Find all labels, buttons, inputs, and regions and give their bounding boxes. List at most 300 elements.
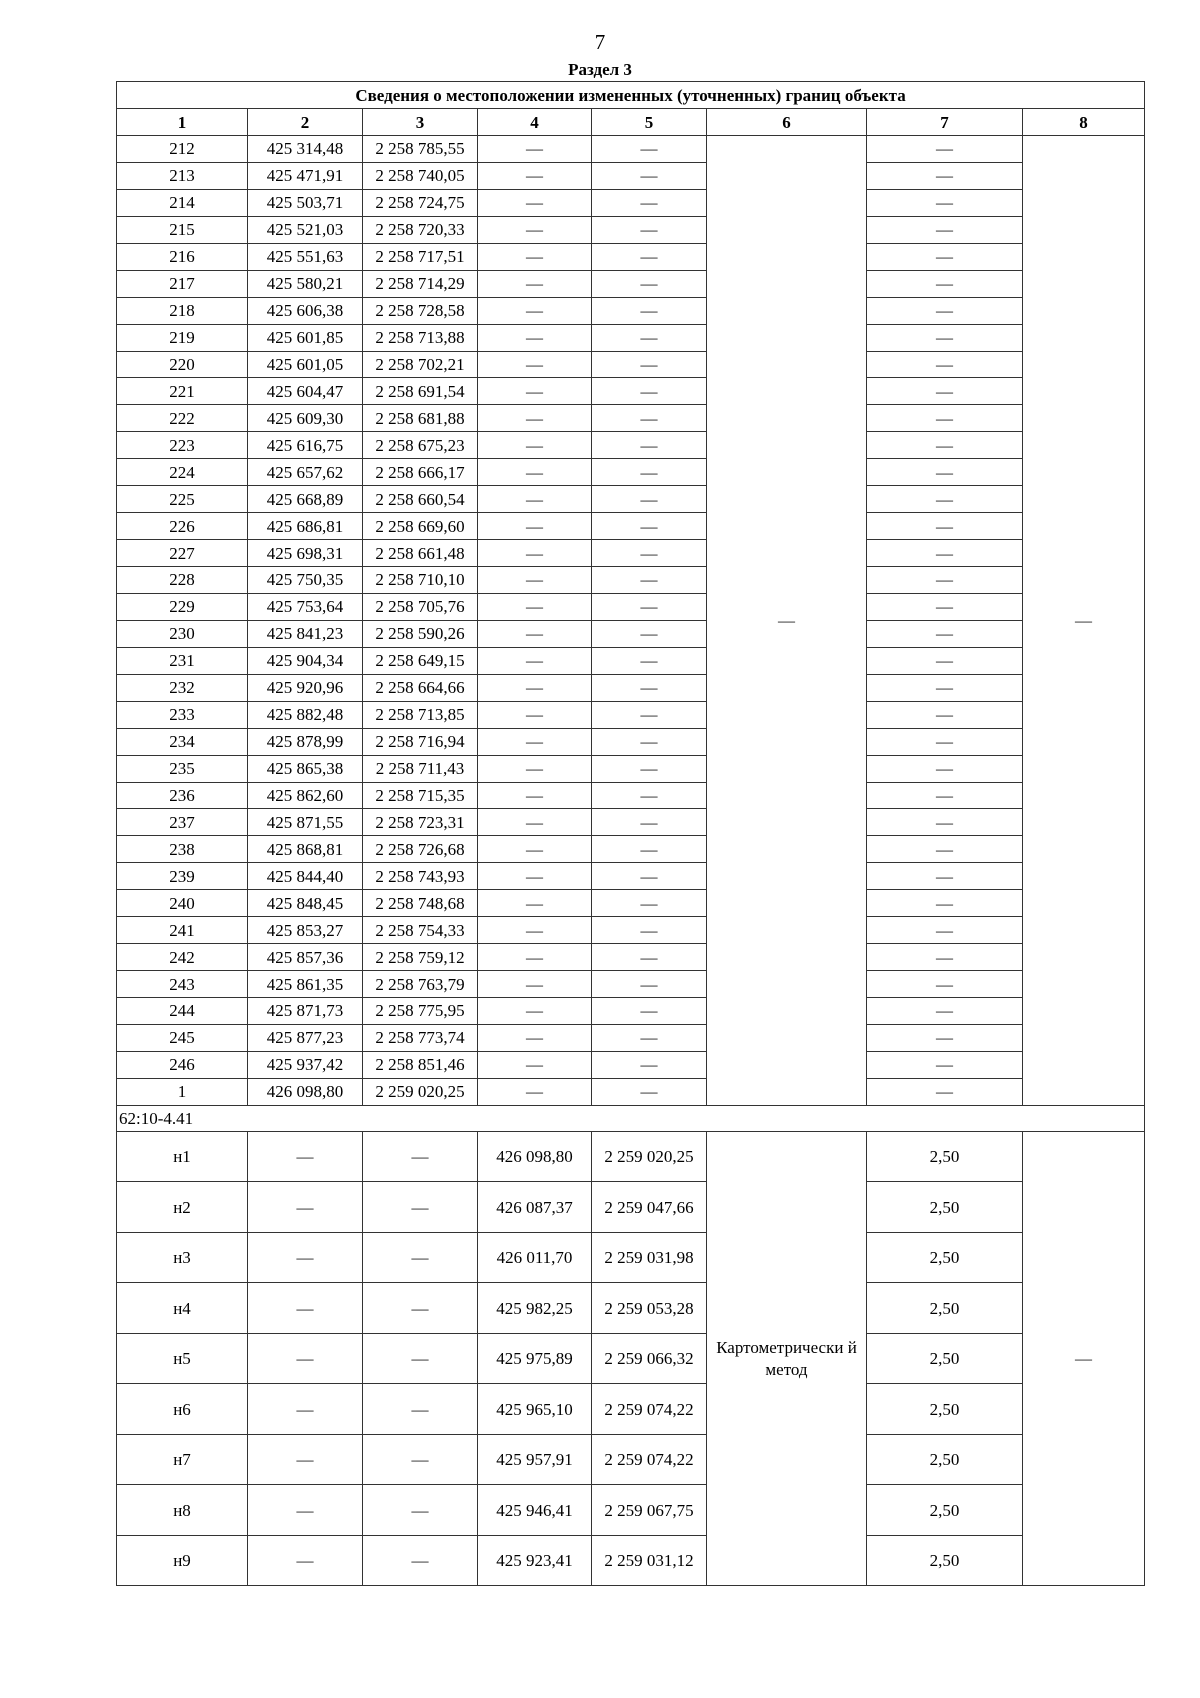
accuracy-cell: — (867, 1024, 1023, 1051)
new-y-cell: — (592, 836, 707, 863)
new-y-cell: — (592, 674, 707, 701)
description-cell: — (1023, 136, 1145, 1106)
old-x-cell: 425 857,36 (248, 944, 363, 971)
table-row (117, 486, 1145, 513)
table-row (117, 1078, 1145, 1105)
new-x-cell: — (478, 324, 592, 351)
old-y-cell: 2 258 705,76 (363, 593, 478, 620)
new-y-cell: — (592, 728, 707, 755)
old-x-cell: 425 609,30 (248, 405, 363, 432)
new-y-cell: 2 259 047,66 (592, 1182, 707, 1233)
new-y-cell: 2 259 067,75 (592, 1485, 707, 1536)
accuracy-cell: — (867, 243, 1023, 270)
accuracy-cell: 2,50 (867, 1182, 1023, 1233)
boundary-coordinates-table (116, 81, 1145, 1586)
accuracy-cell: — (867, 728, 1023, 755)
method-label: Картометрически й метод (716, 1338, 857, 1379)
old-x-cell: 425 871,55 (248, 809, 363, 836)
new-x-cell: — (478, 998, 592, 1025)
point-number-cell: 225 (117, 486, 248, 513)
accuracy-cell: — (867, 944, 1023, 971)
new-x-cell: — (478, 809, 592, 836)
old-x-cell: 425 861,35 (248, 971, 363, 998)
table-row (117, 567, 1145, 594)
new-x-cell: — (478, 701, 592, 728)
accuracy-cell: — (867, 162, 1023, 189)
old-x-cell: 425 503,71 (248, 189, 363, 216)
new-x-cell: 425 982,25 (478, 1283, 592, 1334)
table-row (117, 1485, 1145, 1536)
old-x-cell: — (248, 1535, 363, 1586)
point-number-cell: н3 (117, 1232, 248, 1283)
point-number-cell: 243 (117, 971, 248, 998)
new-y-cell: — (592, 351, 707, 378)
table-row (117, 944, 1145, 971)
new-x-cell: — (478, 944, 592, 971)
new-y-cell: — (592, 162, 707, 189)
accuracy-cell: — (867, 351, 1023, 378)
old-x-cell: 425 604,47 (248, 378, 363, 405)
old-y-cell: 2 258 702,21 (363, 351, 478, 378)
new-y-cell: 2 259 053,28 (592, 1283, 707, 1334)
new-y-cell: 2 259 074,22 (592, 1434, 707, 1485)
old-x-cell: 425 753,64 (248, 593, 363, 620)
column-header: 6 (707, 109, 867, 136)
new-y-cell: — (592, 136, 707, 163)
old-x-cell: 425 877,23 (248, 1024, 363, 1051)
new-y-cell: — (592, 863, 707, 890)
point-number-cell: 1 (117, 1078, 248, 1105)
new-x-cell: 425 965,10 (478, 1384, 592, 1435)
new-x-cell: — (478, 297, 592, 324)
point-number-cell: 242 (117, 944, 248, 971)
new-x-cell: — (478, 863, 592, 890)
accuracy-cell: 2,50 (867, 1232, 1023, 1283)
table-row (117, 459, 1145, 486)
new-x-cell: — (478, 540, 592, 567)
table-row (117, 1051, 1145, 1078)
old-y-cell: 2 258 675,23 (363, 432, 478, 459)
accuracy-cell: — (867, 836, 1023, 863)
old-y-cell: 2 258 713,85 (363, 701, 478, 728)
point-number-cell: 218 (117, 297, 248, 324)
new-x-cell: — (478, 917, 592, 944)
new-x-cell: — (478, 567, 592, 594)
method-cell: — (707, 136, 867, 1106)
old-y-cell: 2 258 590,26 (363, 620, 478, 647)
old-y-cell: 2 258 649,15 (363, 647, 478, 674)
point-number-cell: 234 (117, 728, 248, 755)
new-y-cell: — (592, 189, 707, 216)
column-header: 8 (1023, 109, 1145, 136)
old-y-cell: — (363, 1384, 478, 1435)
table-row (117, 1333, 1145, 1384)
old-x-cell: 425 841,23 (248, 620, 363, 647)
new-y-cell: — (592, 917, 707, 944)
table-row (117, 890, 1145, 917)
old-y-cell: 2 258 759,12 (363, 944, 478, 971)
old-y-cell: 2 258 714,29 (363, 270, 478, 297)
accuracy-cell: — (867, 513, 1023, 540)
point-number-cell: 215 (117, 216, 248, 243)
table-row (117, 1434, 1145, 1485)
new-y-cell: — (592, 567, 707, 594)
old-x-cell: 425 616,75 (248, 432, 363, 459)
new-x-cell: — (478, 405, 592, 432)
old-y-cell: 2 258 743,93 (363, 863, 478, 890)
old-x-cell: 425 878,99 (248, 728, 363, 755)
accuracy-cell: — (867, 755, 1023, 782)
table-row (117, 755, 1145, 782)
table-row (117, 216, 1145, 243)
new-x-cell: 425 957,91 (478, 1434, 592, 1485)
old-x-cell: — (248, 1232, 363, 1283)
old-x-cell: 425 920,96 (248, 674, 363, 701)
new-y-cell: — (592, 324, 707, 351)
accuracy-cell: — (867, 971, 1023, 998)
new-x-cell: — (478, 890, 592, 917)
column-header: 4 (478, 109, 592, 136)
old-x-cell: 425 865,38 (248, 755, 363, 782)
point-number-cell: 228 (117, 567, 248, 594)
accuracy-cell: — (867, 297, 1023, 324)
accuracy-cell: — (867, 863, 1023, 890)
new-y-cell: — (592, 809, 707, 836)
new-y-cell: — (592, 890, 707, 917)
new-x-cell: 425 946,41 (478, 1485, 592, 1536)
table-row (117, 620, 1145, 647)
old-y-cell: — (363, 1182, 478, 1233)
old-x-cell: 425 698,31 (248, 540, 363, 567)
table-row (117, 1024, 1145, 1051)
old-y-cell: 2 258 691,54 (363, 378, 478, 405)
table-row (117, 189, 1145, 216)
old-x-cell: 425 657,62 (248, 459, 363, 486)
new-x-cell: 425 975,89 (478, 1333, 592, 1384)
table-row (117, 701, 1145, 728)
point-number-cell: 222 (117, 405, 248, 432)
point-number-cell: 219 (117, 324, 248, 351)
point-number-cell: 214 (117, 189, 248, 216)
new-x-cell: — (478, 971, 592, 998)
old-y-cell: 2 258 669,60 (363, 513, 478, 540)
accuracy-cell: — (867, 459, 1023, 486)
point-number-cell: н2 (117, 1182, 248, 1233)
new-x-cell: — (478, 243, 592, 270)
point-number-cell: н7 (117, 1434, 248, 1485)
new-x-cell: 426 098,80 (478, 1131, 592, 1182)
point-number-cell: 233 (117, 701, 248, 728)
new-y-cell: — (592, 270, 707, 297)
old-y-cell: 2 258 717,51 (363, 243, 478, 270)
point-number-cell: 226 (117, 513, 248, 540)
new-y-cell: 2 259 066,32 (592, 1333, 707, 1384)
old-x-cell: 425 937,42 (248, 1051, 363, 1078)
new-x-cell: 426 087,37 (478, 1182, 592, 1233)
old-y-cell: — (363, 1535, 478, 1586)
accuracy-cell: — (867, 1051, 1023, 1078)
accuracy-cell: — (867, 270, 1023, 297)
column-header: 3 (363, 109, 478, 136)
old-y-cell: — (363, 1232, 478, 1283)
accuracy-cell: — (867, 917, 1023, 944)
part-label: 62:10-4.41 (117, 1105, 1145, 1131)
table-row (117, 162, 1145, 189)
accuracy-cell: — (867, 567, 1023, 594)
new-y-cell: — (592, 944, 707, 971)
point-number-cell: 244 (117, 998, 248, 1025)
old-y-cell: 2 258 726,68 (363, 836, 478, 863)
point-number-cell: 245 (117, 1024, 248, 1051)
point-number-cell: 232 (117, 674, 248, 701)
new-y-cell: — (592, 971, 707, 998)
table-row (117, 136, 1145, 163)
page-number: 7 (594, 30, 606, 54)
old-y-cell: 2 258 728,58 (363, 297, 478, 324)
accuracy-cell: — (867, 998, 1023, 1025)
point-number-cell: 221 (117, 378, 248, 405)
table-row (117, 1283, 1145, 1334)
new-y-cell: — (592, 1024, 707, 1051)
table-row (117, 782, 1145, 809)
accuracy-cell: — (867, 216, 1023, 243)
new-y-cell: — (592, 243, 707, 270)
new-y-cell: — (592, 620, 707, 647)
old-x-cell: 425 750,35 (248, 567, 363, 594)
new-y-cell: — (592, 998, 707, 1025)
old-x-cell: — (248, 1182, 363, 1233)
column-header: 7 (867, 109, 1023, 136)
table-row (117, 1535, 1145, 1586)
accuracy-cell: — (867, 136, 1023, 163)
table-row (117, 647, 1145, 674)
new-x-cell: — (478, 728, 592, 755)
method-cell (707, 1131, 867, 1586)
accuracy-cell: — (867, 324, 1023, 351)
old-x-cell: 425 862,60 (248, 782, 363, 809)
old-y-cell: 2 258 785,55 (363, 136, 478, 163)
new-y-cell: 2 259 031,98 (592, 1232, 707, 1283)
point-number-cell: 241 (117, 917, 248, 944)
point-number-cell: н4 (117, 1283, 248, 1334)
old-y-cell: 2 258 763,79 (363, 971, 478, 998)
point-number-cell: 224 (117, 459, 248, 486)
new-y-cell: — (592, 755, 707, 782)
point-number-cell: 212 (117, 136, 248, 163)
new-x-cell: 425 923,41 (478, 1535, 592, 1586)
old-x-cell: 425 580,21 (248, 270, 363, 297)
table-row (117, 809, 1145, 836)
description-cell: — (1023, 1131, 1145, 1586)
new-y-cell: — (592, 405, 707, 432)
old-y-cell: 2 258 664,66 (363, 674, 478, 701)
old-y-cell: — (363, 1283, 478, 1334)
new-y-cell: 2 259 031,12 (592, 1535, 707, 1586)
accuracy-cell: — (867, 189, 1023, 216)
new-x-cell: — (478, 782, 592, 809)
point-number-cell: 229 (117, 593, 248, 620)
old-x-cell: 425 686,81 (248, 513, 363, 540)
point-number-cell: 236 (117, 782, 248, 809)
new-x-cell: — (478, 647, 592, 674)
point-number-cell: 240 (117, 890, 248, 917)
point-number-cell: 231 (117, 647, 248, 674)
table-row (117, 297, 1145, 324)
accuracy-cell: — (867, 809, 1023, 836)
table-row (117, 270, 1145, 297)
new-y-cell: — (592, 486, 707, 513)
accuracy-cell: — (867, 890, 1023, 917)
old-x-cell: 425 601,85 (248, 324, 363, 351)
old-x-cell: — (248, 1333, 363, 1384)
table-row (117, 540, 1145, 567)
old-y-cell: 2 258 723,31 (363, 809, 478, 836)
old-x-cell: 425 606,38 (248, 297, 363, 324)
old-y-cell: 2 258 713,88 (363, 324, 478, 351)
old-y-cell: 2 258 775,95 (363, 998, 478, 1025)
new-x-cell: — (478, 486, 592, 513)
new-y-cell: — (592, 647, 707, 674)
accuracy-cell: — (867, 782, 1023, 809)
new-y-cell: — (592, 1078, 707, 1105)
table-row (117, 405, 1145, 432)
new-x-cell: — (478, 1051, 592, 1078)
old-x-cell: 425 601,05 (248, 351, 363, 378)
accuracy-cell: — (867, 674, 1023, 701)
accuracy-cell: 2,50 (867, 1535, 1023, 1586)
old-y-cell: 2 258 666,17 (363, 459, 478, 486)
table-row (117, 243, 1145, 270)
old-x-cell: 425 471,91 (248, 162, 363, 189)
old-y-cell: 2 258 710,10 (363, 567, 478, 594)
old-x-cell: 425 871,73 (248, 998, 363, 1025)
new-x-cell: — (478, 136, 592, 163)
old-y-cell: — (363, 1434, 478, 1485)
table-row (117, 728, 1145, 755)
old-x-cell: 425 853,27 (248, 917, 363, 944)
old-y-cell: 2 258 660,54 (363, 486, 478, 513)
accuracy-cell: — (867, 620, 1023, 647)
new-x-cell: — (478, 432, 592, 459)
new-x-cell: — (478, 674, 592, 701)
new-y-cell: — (592, 540, 707, 567)
old-x-cell: 425 868,81 (248, 836, 363, 863)
old-y-cell: 2 258 720,33 (363, 216, 478, 243)
point-number-cell: н8 (117, 1485, 248, 1536)
new-x-cell: — (478, 189, 592, 216)
new-y-cell: — (592, 216, 707, 243)
column-header-row (117, 109, 1145, 136)
old-y-cell: 2 258 661,48 (363, 540, 478, 567)
old-x-cell: 425 521,03 (248, 216, 363, 243)
new-y-cell: 2 259 074,22 (592, 1384, 707, 1435)
new-y-cell: — (592, 782, 707, 809)
new-x-cell: — (478, 378, 592, 405)
new-y-cell: — (592, 1051, 707, 1078)
point-number-cell: 235 (117, 755, 248, 782)
table-row (117, 432, 1145, 459)
accuracy-cell: — (867, 486, 1023, 513)
table-row (117, 324, 1145, 351)
table-row (117, 351, 1145, 378)
table-row (117, 971, 1145, 998)
old-y-cell: 2 259 020,25 (363, 1078, 478, 1105)
accuracy-cell: — (867, 701, 1023, 728)
new-y-cell: — (592, 513, 707, 540)
old-y-cell: 2 258 748,68 (363, 890, 478, 917)
point-number-cell: 223 (117, 432, 248, 459)
new-y-cell: — (592, 701, 707, 728)
old-y-cell: 2 258 773,74 (363, 1024, 478, 1051)
old-x-cell: 425 844,40 (248, 863, 363, 890)
old-y-cell: — (363, 1333, 478, 1384)
accuracy-cell: — (867, 405, 1023, 432)
point-number-cell: 227 (117, 540, 248, 567)
column-header: 2 (248, 109, 363, 136)
accuracy-cell: — (867, 1078, 1023, 1105)
table-row (117, 998, 1145, 1025)
accuracy-cell: 2,50 (867, 1434, 1023, 1485)
new-x-cell: — (478, 1024, 592, 1051)
new-x-cell: — (478, 836, 592, 863)
point-number-cell: н5 (117, 1333, 248, 1384)
old-y-cell: 2 258 711,43 (363, 755, 478, 782)
new-x-cell: — (478, 593, 592, 620)
old-y-cell: — (363, 1485, 478, 1536)
point-number-cell: 246 (117, 1051, 248, 1078)
old-x-cell: 426 098,80 (248, 1078, 363, 1105)
point-number-cell: 230 (117, 620, 248, 647)
old-y-cell: 2 258 851,46 (363, 1051, 478, 1078)
new-y-cell: — (592, 432, 707, 459)
old-y-cell: 2 258 754,33 (363, 917, 478, 944)
table-row (117, 513, 1145, 540)
point-number-cell: н1 (117, 1131, 248, 1182)
table-row (117, 1384, 1145, 1435)
old-x-cell: 425 314,48 (248, 136, 363, 163)
part-label-row (117, 1105, 1145, 1131)
new-y-cell: — (592, 297, 707, 324)
accuracy-cell: 2,50 (867, 1485, 1023, 1536)
old-y-cell: 2 258 724,75 (363, 189, 478, 216)
table-row (117, 1182, 1145, 1233)
accuracy-cell: 2,50 (867, 1283, 1023, 1334)
old-y-cell: 2 258 715,35 (363, 782, 478, 809)
new-x-cell: — (478, 620, 592, 647)
accuracy-cell: — (867, 540, 1023, 567)
old-y-cell: 2 258 716,94 (363, 728, 478, 755)
table-row (117, 378, 1145, 405)
new-x-cell: 426 011,70 (478, 1232, 592, 1283)
new-x-cell: — (478, 1078, 592, 1105)
accuracy-cell: 2,50 (867, 1131, 1023, 1182)
point-number-cell: 217 (117, 270, 248, 297)
column-header: 5 (592, 109, 707, 136)
old-y-cell: 2 258 740,05 (363, 162, 478, 189)
accuracy-cell: — (867, 378, 1023, 405)
point-number-cell: 237 (117, 809, 248, 836)
point-number-cell: 238 (117, 836, 248, 863)
old-x-cell: — (248, 1384, 363, 1435)
new-y-cell: 2 259 020,25 (592, 1131, 707, 1182)
old-x-cell: 425 551,63 (248, 243, 363, 270)
table-row (117, 593, 1145, 620)
new-x-cell: — (478, 216, 592, 243)
table-row (117, 863, 1145, 890)
table-row (117, 1131, 1145, 1182)
point-number-cell: н9 (117, 1535, 248, 1586)
old-y-cell: 2 258 681,88 (363, 405, 478, 432)
